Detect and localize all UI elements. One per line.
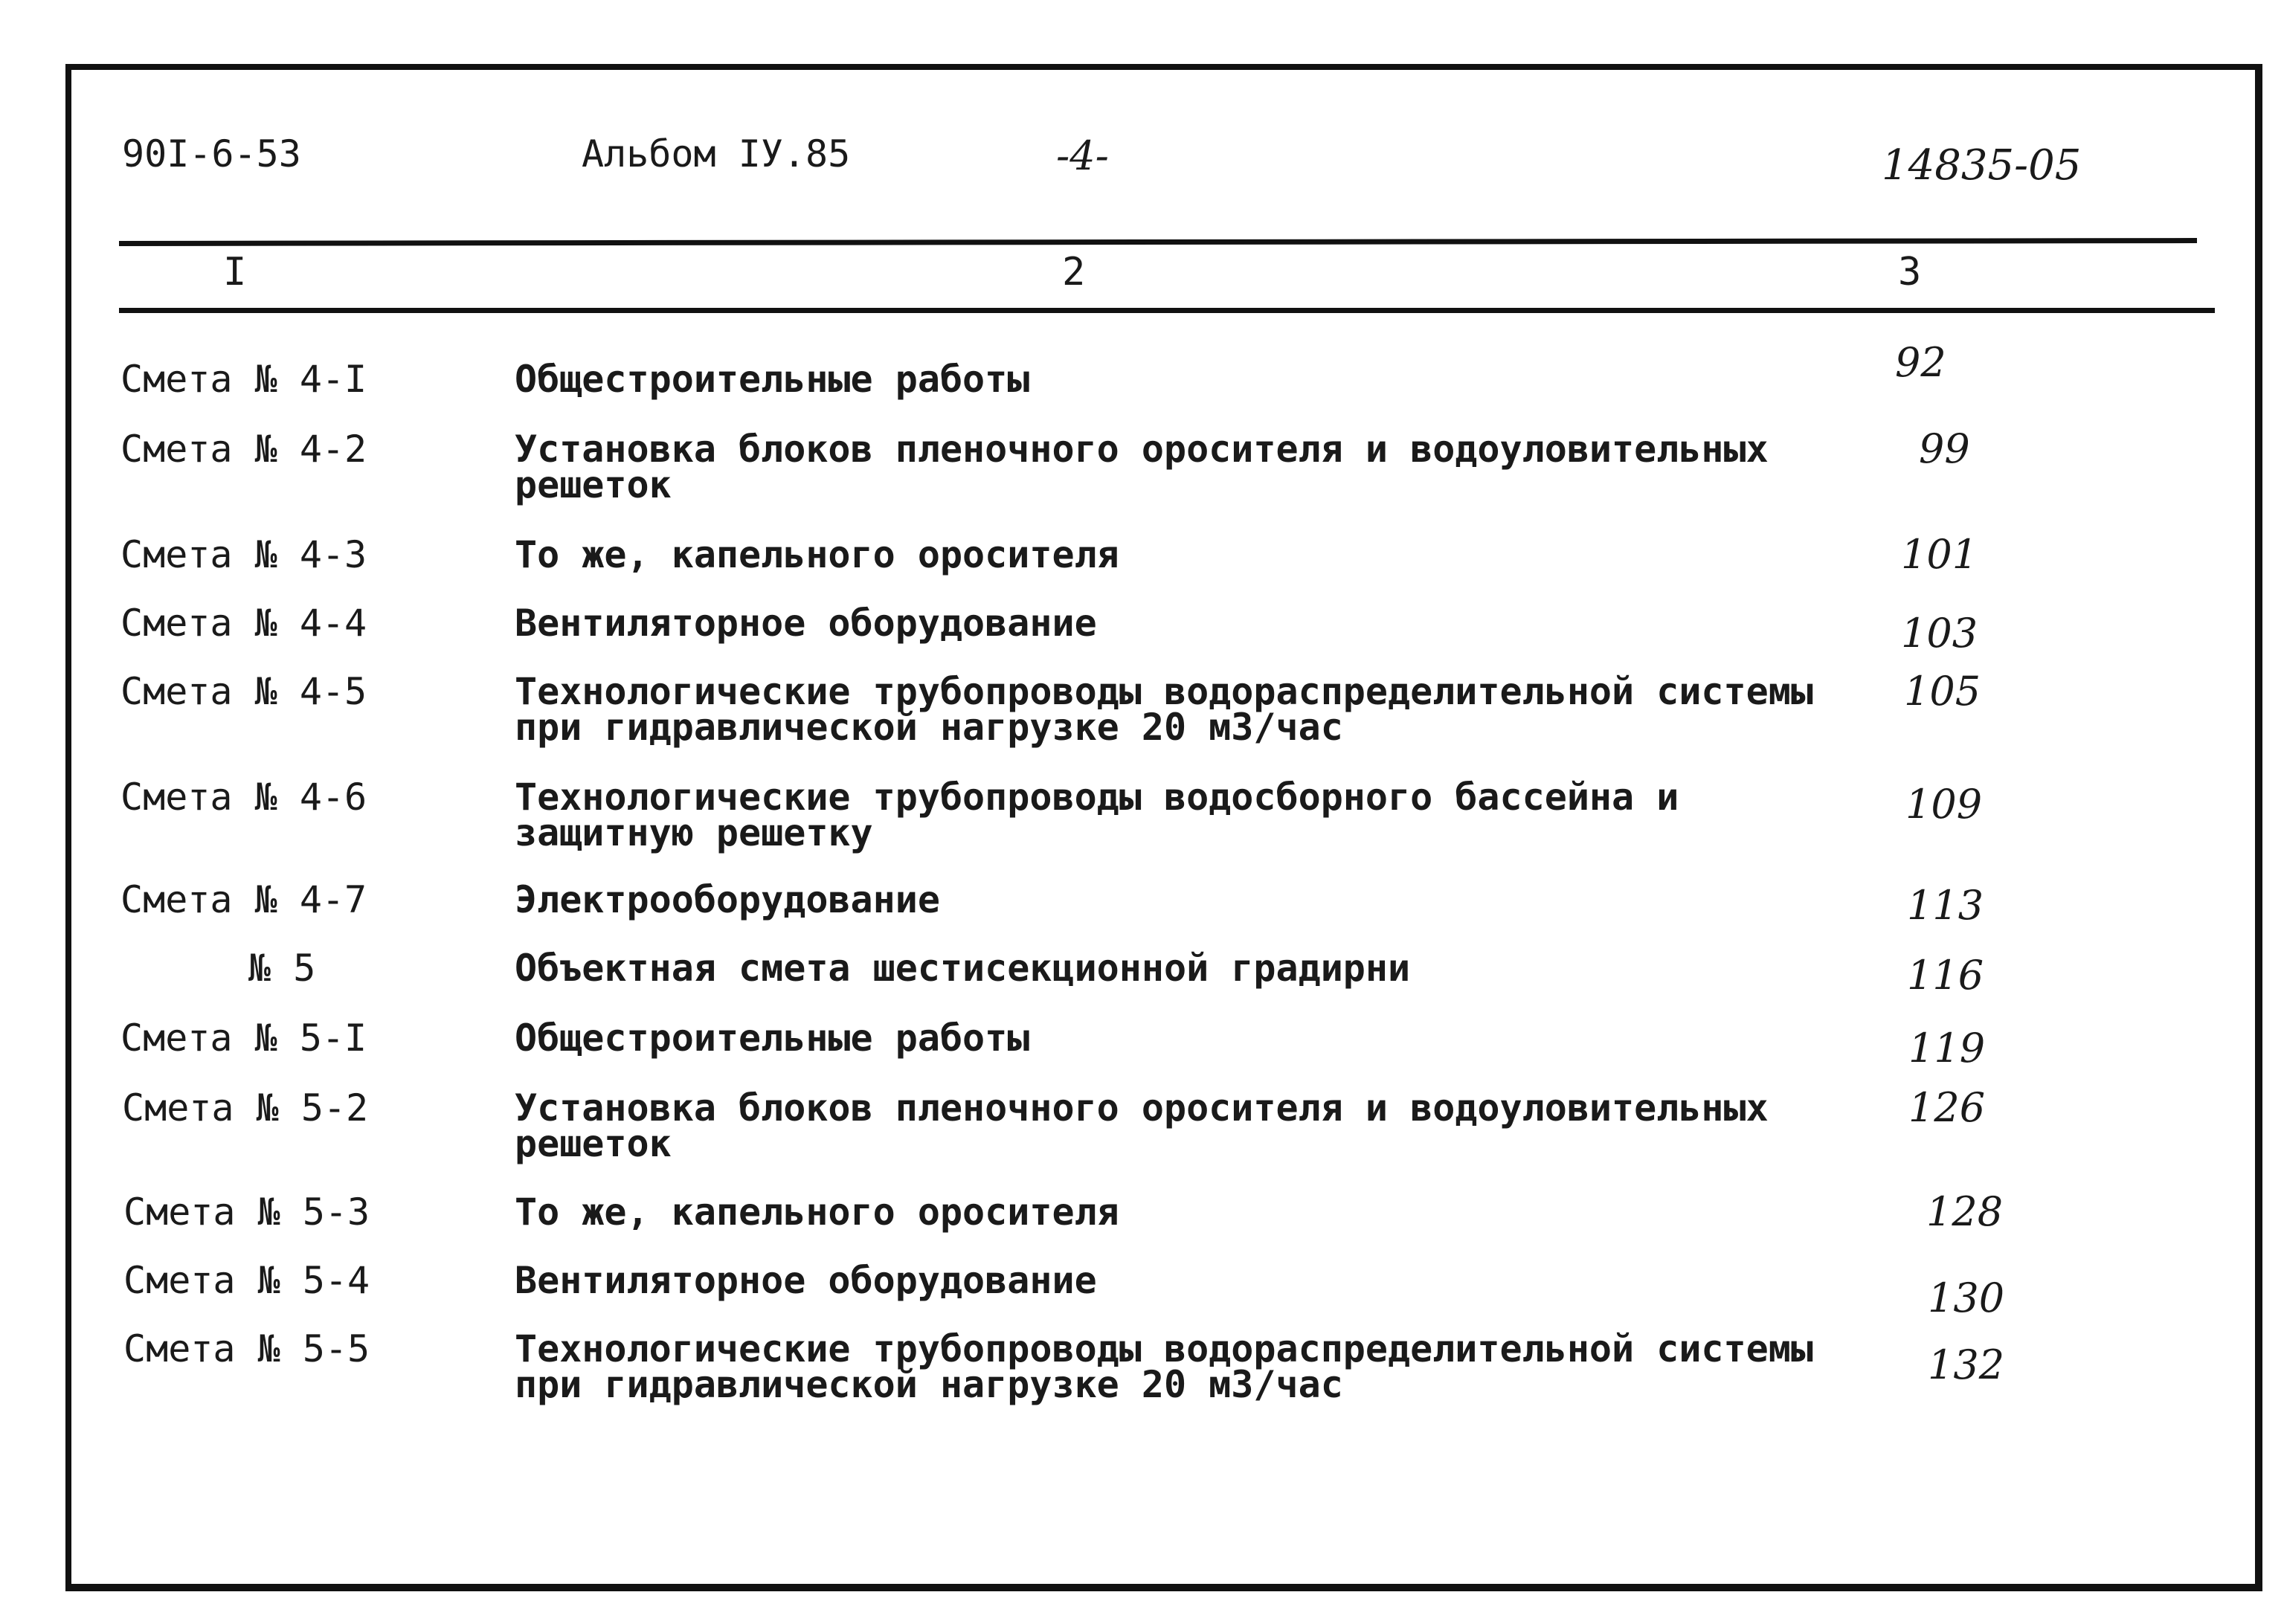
description-line: Технологические трубопроводы водосборного бассейна и xyxy=(515,776,1679,819)
estimate-description xyxy=(515,1190,1119,1234)
description-line: решеток xyxy=(515,463,672,506)
page-number: 109 xyxy=(1905,781,1983,828)
estimate-code: Смета № 4-3 xyxy=(120,533,367,576)
estimate-description xyxy=(515,1016,1030,1060)
estimate-description xyxy=(515,533,1119,576)
stamp-number: 14835-05 xyxy=(1882,141,2082,190)
description-line: То же, капельного оросителя xyxy=(515,533,1119,576)
estimate-code: Смета № 5-I xyxy=(120,1016,367,1060)
description-line: Вентиляторное оборудование xyxy=(515,1259,1097,1302)
description-line: То же, капельного оросителя xyxy=(515,1190,1119,1234)
column-number-1: I xyxy=(223,250,247,294)
column-number-3: 3 xyxy=(1898,250,1922,294)
description-line: Установка блоков пленочного оросителя и водоуловительных xyxy=(515,428,1769,471)
estimate-code: Смета № 4-2 xyxy=(120,428,367,471)
description-line: Электрооборудование xyxy=(515,878,940,921)
estimate-code: Смета № 5-2 xyxy=(122,1086,369,1130)
estimate-description xyxy=(515,670,1813,749)
estimate-code: № 5 xyxy=(248,947,316,990)
estimate-description xyxy=(515,1259,1097,1302)
description-line: при гидравлической нагрузке 20 м3/час xyxy=(515,1363,1343,1406)
description-line: Общестроительные работы xyxy=(515,1016,1030,1060)
description-line: Вентиляторное оборудование xyxy=(515,602,1097,645)
estimate-code: Смета № 4-5 xyxy=(120,670,367,713)
description-line: Объектная смета шестисекционной градирни xyxy=(515,947,1411,990)
header-bottom-rule xyxy=(119,308,2215,313)
page-number: 105 xyxy=(1904,668,1981,715)
estimate-description xyxy=(515,358,1030,401)
description-line: решеток xyxy=(515,1122,672,1165)
estimate-code: Смета № 5-3 xyxy=(123,1190,370,1234)
page-marker: -4- xyxy=(1056,132,1109,179)
doc-number: 90I-6-53 xyxy=(122,132,301,175)
estimate-description xyxy=(515,1086,1769,1165)
description-line: при гидравлической нагрузке 20 м3/час xyxy=(515,706,1343,749)
page-number: 99 xyxy=(1919,425,1970,472)
page-number: 130 xyxy=(1928,1275,2005,1321)
album-label: Альбом IУ.85 xyxy=(582,132,851,175)
page-number: 92 xyxy=(1895,339,1946,386)
page-number: 103 xyxy=(1901,610,1978,657)
description-line: Технологические трубопроводы водораспределительной системы xyxy=(515,1327,1813,1370)
estimate-code: Смета № 4-6 xyxy=(120,776,367,819)
page-number: 101 xyxy=(1901,531,1978,578)
description-line: Технологические трубопроводы водораспределительной системы xyxy=(515,670,1813,713)
page-number: 113 xyxy=(1907,882,1984,929)
estimate-description xyxy=(515,1327,1813,1406)
page-number: 132 xyxy=(1928,1341,2005,1388)
description-line: защитную решетку xyxy=(515,811,873,854)
page-number: 128 xyxy=(1926,1188,2004,1235)
column-number-2: 2 xyxy=(1062,250,1086,294)
estimate-code: Смета № 5-5 xyxy=(123,1327,370,1370)
page-number: 116 xyxy=(1907,952,1984,999)
estimate-description xyxy=(515,947,1411,990)
estimate-code: Смета № 4-7 xyxy=(120,878,367,921)
description-line: Общестроительные работы xyxy=(515,358,1030,401)
page-number: 126 xyxy=(1908,1084,1986,1131)
estimate-code: Смета № 4-I xyxy=(120,358,367,401)
estimate-code: Смета № 4-4 xyxy=(120,602,367,645)
estimate-description xyxy=(515,878,940,921)
estimate-code: Смета № 5-4 xyxy=(123,1259,370,1302)
description-line: Установка блоков пленочного оросителя и водоуловительных xyxy=(515,1086,1769,1130)
page-number: 119 xyxy=(1908,1025,1986,1072)
estimate-description xyxy=(515,776,1679,854)
estimate-description xyxy=(515,428,1769,506)
estimate-description xyxy=(515,602,1097,645)
